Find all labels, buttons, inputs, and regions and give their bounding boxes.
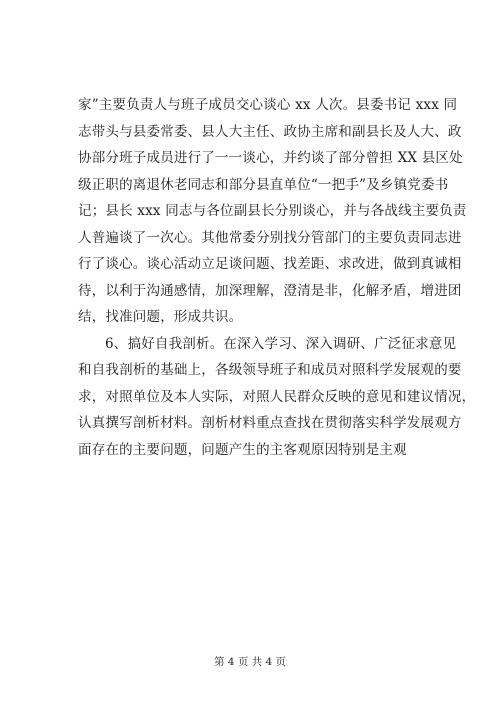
body-text	[78, 92, 476, 463]
text-line: 志带头与县委常委、县人大主任、政协主席和副县长及人大、政	[78, 123, 462, 140]
page-number-footer: 第 4 页 共 4 页	[213, 656, 287, 668]
text-line: 行了谈心。谈心活动立足谈问题、找差距、求改进，做到真诚相	[78, 256, 462, 272]
text-line: 和自我剖析的基础上，各级领导班子和成员对照科学发展观的要	[78, 362, 462, 378]
text-line: 待，以利于沟通感情，加深理解，澄清是非，化解矛盾，增进团	[78, 282, 462, 299]
text-line: 人普遍谈了一次心。其他常委分别找分管部门的主要负责同志进	[78, 229, 462, 246]
text-line: 协部分班子成员进行了一一谈心，并约谈了部分曾担 XX 县区处	[78, 150, 463, 166]
text-line: 6、搞好自我剖析。在深入学习、深入调研、广泛征求意见	[105, 335, 457, 352]
text-line: 认真撰写剖析材料。剖析材料重点查找在贯彻落实科学发展观方	[78, 415, 462, 431]
text-line: 级正职的离退休老同志和部分县直单位“一把手”及乡镇党委书	[78, 176, 449, 193]
paragraph-heart-to-heart-talks	[78, 92, 467, 331]
text-line: 记；县长 xxx 同志与各位副县长分别谈心，并与各战线主要负责	[78, 203, 467, 219]
text-line: 求，对照单位及本人实际，对照人民群众反映的意见和建议情况，	[78, 388, 476, 405]
paragraph-self-analysis	[78, 331, 476, 464]
text-line: 面存在的主要问题，问题产生的主客观原因特别是主观	[78, 441, 407, 458]
text-line: 结，找准问题，形成共识。	[78, 309, 243, 325]
text-line: 家”主要负责人与班子成员交心谈心 xx 人次。县委书记 xxx 同	[78, 97, 458, 113]
